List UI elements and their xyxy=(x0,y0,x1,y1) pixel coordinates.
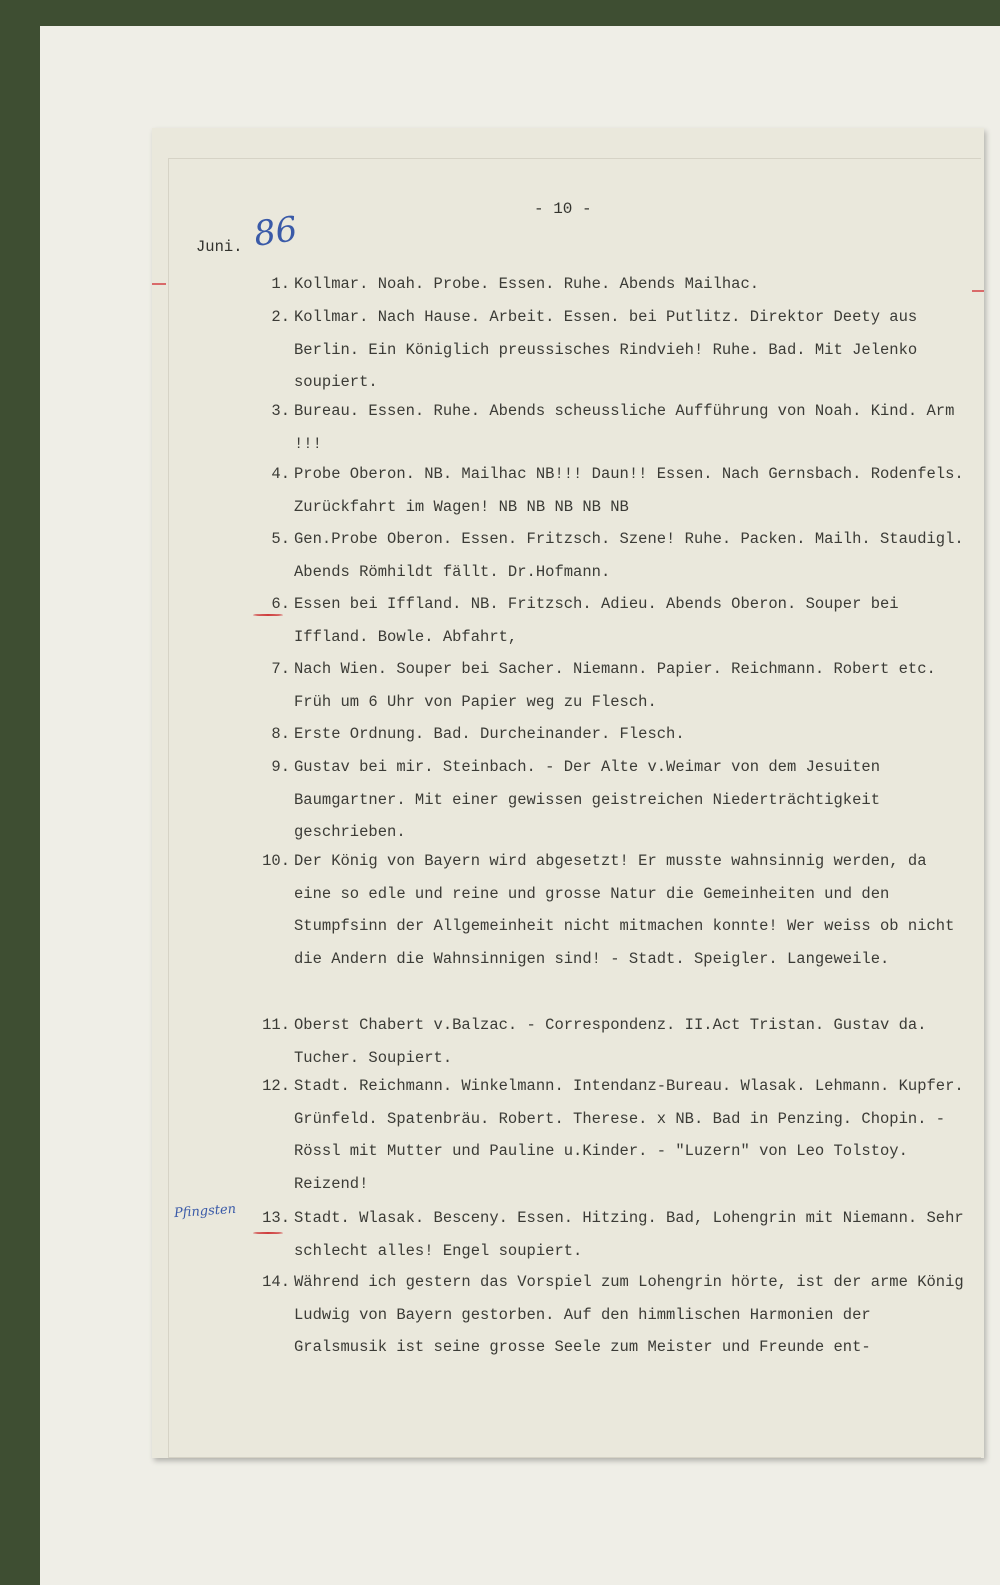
entry-text: Probe Oberon. NB. Mailhac NB!!! Daun!! Essen. Nach Gernsbach. Rodenfels. Zurückfahrt im Wagen! NB NB NB NB NB xyxy=(294,465,964,516)
entry-number: 6. xyxy=(271,595,290,613)
diary-entry xyxy=(256,653,971,718)
diary-entry xyxy=(256,395,971,460)
entry-text: Essen bei Iffland. NB. Fritzsch. Adieu. Abends Oberon. Souper bei Iffland. Bowle. Abfahrt, xyxy=(294,595,899,646)
entry-text: Gustav bei mir. Steinbach. - Der Alte v.Weimar von dem Jesuiten Baumgartner. Mit einer gewissen geistreichen Niederträchtigkeit geschrieben. xyxy=(294,758,880,841)
entry-number: 12. xyxy=(262,1077,290,1095)
margin-annotation: Pfingsten xyxy=(173,1201,237,1222)
entry-text: Während ich gestern das Vorspiel zum Lohengrin hörte, ist der arme König Ludwig von Bayern gestorben. Auf den himmlischen Harmonien der Gralsmusik ist seine grosse Seele zum Meister und Freunde ent- xyxy=(294,1273,964,1356)
entry-number: 3. xyxy=(271,402,290,420)
entry-text: Stadt. Reichmann. Winkelmann. Intendanz-Bureau. Wlasak. Lehmann. Kupfer. Grünfeld. Spatenbräu. Robert. Therese. x NB. Bad in Penzing. Chopin. - Rössl mit Mutter und Pauline u.Kinder. - "Luzern" von Leo Tolstoy. Reizend! xyxy=(294,1077,964,1193)
entry-text: Nach Wien. Souper bei Sacher. Niemann. Papier. Reichmann. Robert etc. Früh um 6 Uhr von Papier weg zu Flesch. xyxy=(294,660,936,711)
diary-entry xyxy=(256,268,971,301)
diary-entry xyxy=(256,751,971,849)
diary-entry xyxy=(256,523,971,588)
page-number: - 10 - xyxy=(534,200,592,218)
diary-entry xyxy=(256,588,971,653)
red-underline-mark xyxy=(253,614,283,616)
right-margin-tick xyxy=(972,290,984,292)
diary-entry xyxy=(256,845,971,975)
diary-entry xyxy=(256,1070,971,1200)
entry-text: Erste Ordnung. Bad. Durcheinander. Flesch. xyxy=(294,725,685,743)
entry-number: 5. xyxy=(271,530,290,548)
entry-number: 10. xyxy=(262,852,290,870)
entry-number: 8. xyxy=(271,725,290,743)
entry-number: 4. xyxy=(271,465,290,483)
entry-text: Gen.Probe Oberon. Essen. Fritzsch. Szene! Ruhe. Packen. Mailh. Staudigl. Abends Römhildt fällt. Dr.Hofmann. xyxy=(294,530,964,581)
entry-number: 1. xyxy=(271,275,290,293)
entry-text: Oberst Chabert v.Balzac. - Correspondenz. II.Act Tristan. Gustav da. Tucher. Soupiert. xyxy=(294,1016,927,1067)
entry-number: 13. xyxy=(262,1209,290,1227)
diary-entry xyxy=(256,301,971,399)
month-heading: Juni. xyxy=(196,238,243,256)
entry-text: Kollmar. Nach Hause. Arbeit. Essen. bei Putlitz. Direktor Deety aus Berlin. Ein Königlich preussisches Rindvieh! Ruhe. Bad. Mit Jelenko soupiert. xyxy=(294,308,918,391)
red-underline-mark xyxy=(253,1232,283,1234)
entry-number: 7. xyxy=(271,660,290,678)
entry-text: Der König von Bayern wird abgesetzt! Er musste wahnsinnig werden, da eine so edle und reine und grosse Natur die Gemeinheiten und den Stumpfsinn der Allgemeinheit nicht mitmachen konnte! Wer weiss ob nicht die Andern die Wahnsinnigen sind! - Stadt. Speigler. Langeweile. xyxy=(294,852,955,968)
entry-text: Kollmar. Noah. Probe. Essen. Ruhe. Abends Mailhac. xyxy=(294,275,760,293)
diary-entry xyxy=(256,1009,971,1074)
entry-number: 14. xyxy=(262,1273,290,1291)
entry-number: 9. xyxy=(271,758,290,776)
diary-entry xyxy=(256,718,971,751)
entry-number: 11. xyxy=(262,1016,290,1034)
diary-entry xyxy=(256,1266,971,1364)
entry-text: Bureau. Essen. Ruhe. Abends scheussliche Aufführung von Noah. Kind. Arm !!! xyxy=(294,402,955,453)
diary-entry xyxy=(256,458,971,523)
left-margin-tick xyxy=(152,283,166,285)
year-annotation: 86 xyxy=(251,209,300,255)
entry-text: Stadt. Wlasak. Besceny. Essen. Hitzing. Bad, Lohengrin mit Niemann. Sehr schlecht alles! Engel soupiert. xyxy=(294,1209,964,1260)
entry-number: 2. xyxy=(271,308,290,326)
diary-entry xyxy=(256,1202,971,1267)
